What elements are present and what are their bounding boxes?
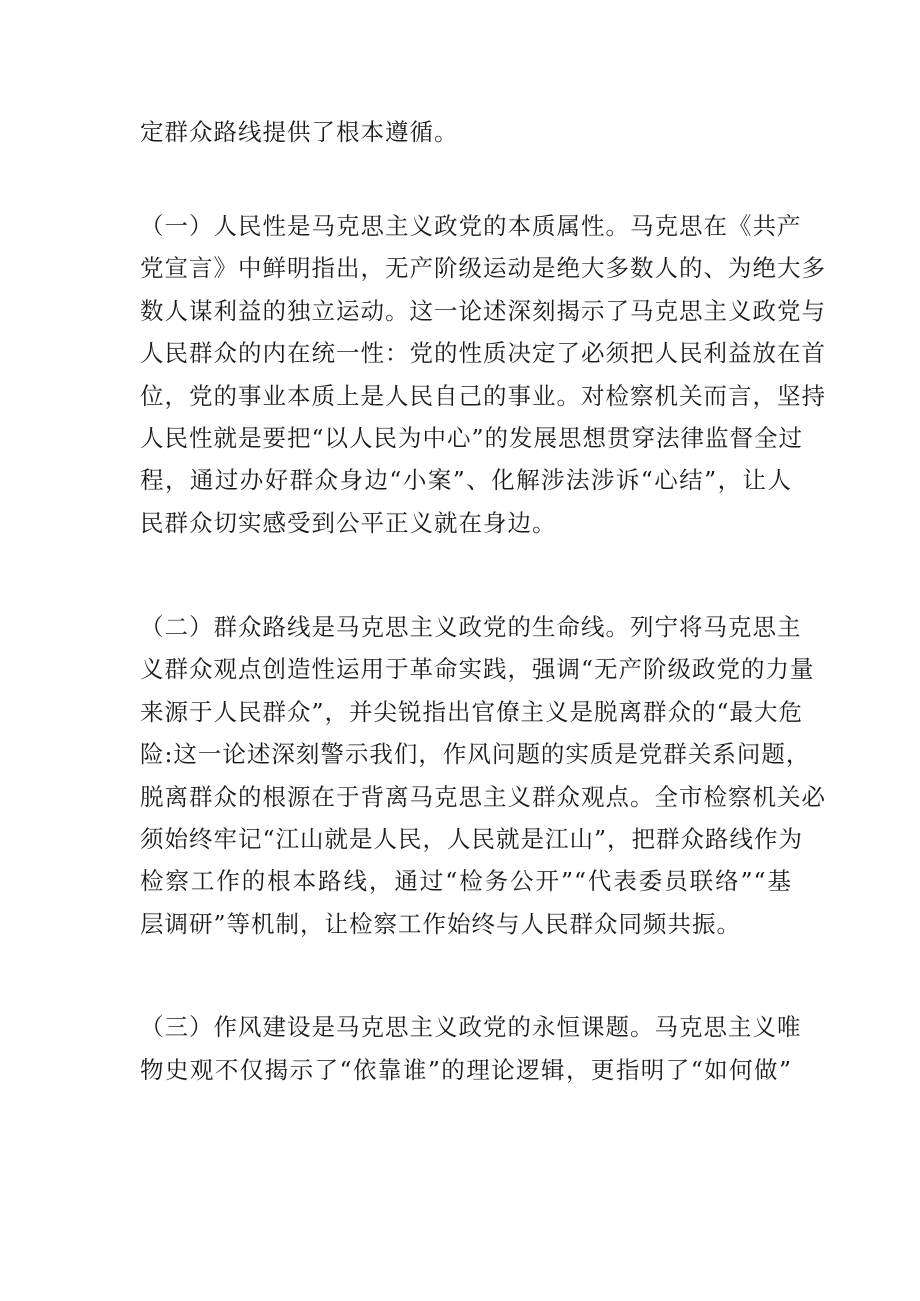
paragraph-line: 义群众观点创造性运用于革命实践，强调“无产阶级政党的力量: [140, 655, 815, 683]
paragraph-line: 检察工作的根本路线，通过“检务公开”“代表委员联络”“基: [140, 867, 792, 895]
paragraph-line: 物史观不仅揭示了“依靠谁”的理论逻辑，更指明了“如何做”: [140, 1056, 792, 1084]
paragraph-line: 民群众切实感受到公平正义就在身边。: [140, 509, 557, 537]
paragraph-line: 层调研”等机制，让检察工作始终与人民群众同频共振。: [140, 910, 742, 938]
paragraph-line: （二）群众路线是马克思主义政党的生命线。列宁将马克思主: [140, 613, 802, 641]
paragraph-line: 人民群众的内在统一性：党的性质决定了必须把人民利益放在首: [140, 339, 826, 367]
paragraph-line: 脱离群众的根源在于背离马克思主义群众观点。全市检察机关必: [140, 783, 826, 811]
paragraph-line: 定群众路线提供了根本遵循。: [140, 118, 459, 146]
paragraph-line: （一）人民性是马克思主义政党的本质属性。马克思在《共产: [140, 212, 802, 240]
paragraph-line: 险:这一论述深刻警示我们，作风问题的实质是党群关系问题，: [140, 740, 811, 768]
paragraph-line: 程，通过办好群众身边“小案”、化解涉法涉诉“心结”，让人: [140, 466, 792, 494]
paragraph-line: 须始终牢记“江山就是人民，人民就是江山”，把群众路线作为: [140, 825, 804, 853]
paragraph-line: 来源于人民群众”，并尖锐指出官僚主义是脱离群众的“最大危: [140, 698, 804, 726]
paragraph-line: 人民性就是要把“以人民为中心”的发展思想贯穿法律监督全过: [140, 424, 804, 452]
paragraph-line: 党宣言》中鲜明指出，无产阶级运动是绝大多数人的、为绝大多: [140, 254, 826, 282]
paragraph-line: 数人谋利益的独立运动。这一论述深刻揭示了马克思主义政党与: [140, 297, 826, 325]
paragraph-line: 位，党的事业本质上是人民自己的事业。对检察机关而言，坚持: [140, 382, 826, 410]
paragraph-line: （三）作风建设是马克思主义政党的永恒课题。马克思主义唯: [140, 1013, 802, 1041]
